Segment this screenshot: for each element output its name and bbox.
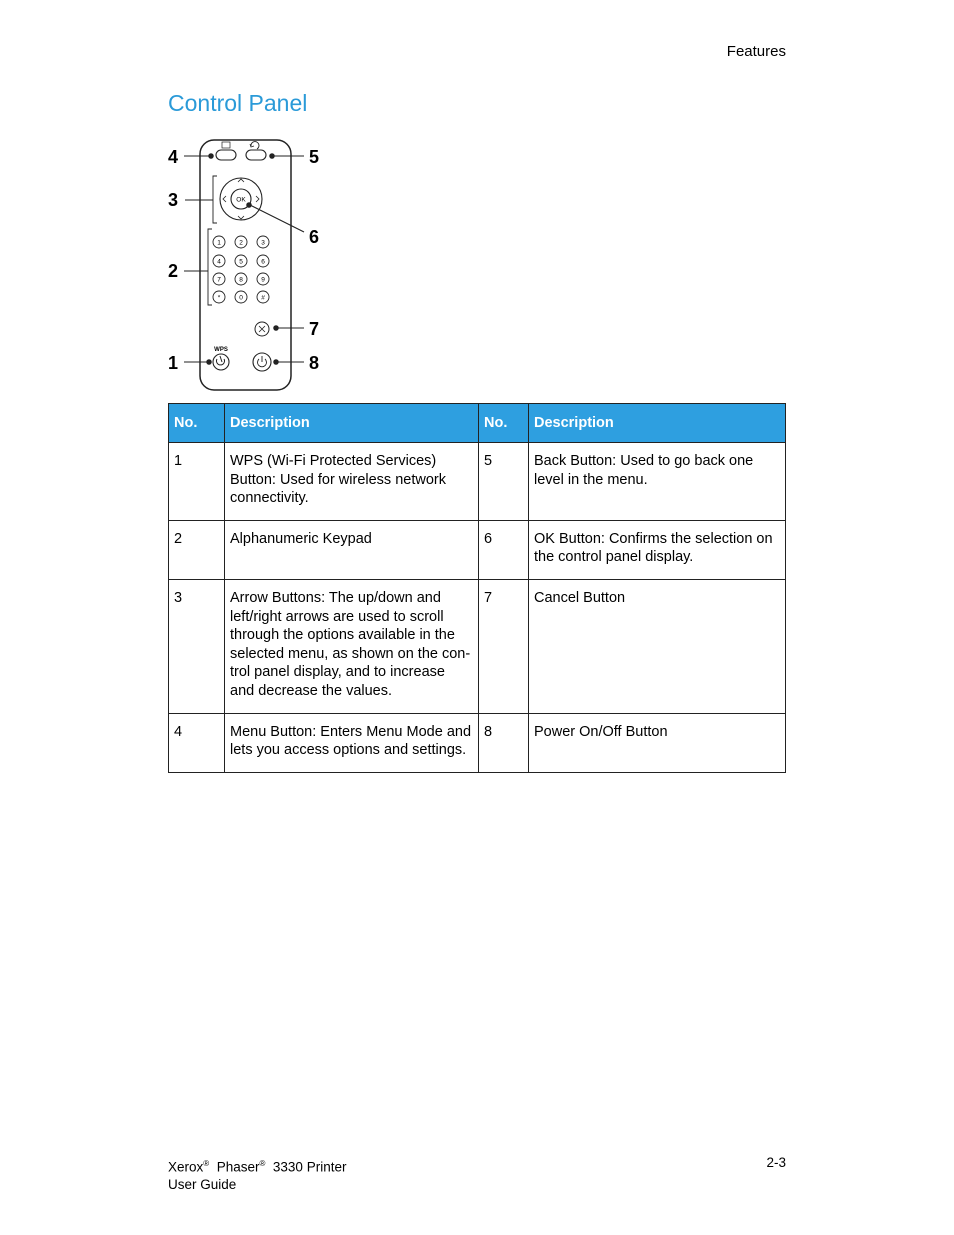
header-no-1: No.	[169, 404, 225, 443]
row-no: 6	[479, 520, 529, 579]
callout-3: 3	[168, 190, 179, 210]
key-hash-label: #	[261, 294, 265, 302]
row-description: Back Button: Used to go back one level in the menu.	[529, 443, 786, 521]
table-header-row	[169, 404, 786, 443]
footer-product-line	[168, 1155, 346, 1176]
key-0-label: 0	[239, 294, 243, 302]
key-1-label: 1	[217, 239, 221, 247]
footer-product	[168, 1155, 346, 1193]
row-no: 4	[169, 713, 225, 772]
ok-button-label: OK	[236, 196, 246, 204]
callout-5: 5	[309, 147, 320, 167]
row-description: Cancel Button	[529, 579, 786, 713]
row-description: OK Button: Confirms the selection on the control panel display.	[529, 520, 786, 579]
row-description: WPS (Wi-Fi Protected Services) Button: Used for wireless network connectivity.	[225, 443, 479, 521]
header-no-2: No.	[479, 404, 529, 443]
header-description-2: Description	[529, 404, 786, 443]
footer-guide: User Guide	[168, 1176, 237, 1192]
callout-4: 4	[168, 147, 179, 167]
table-row	[169, 520, 786, 579]
page-header-section: Features	[726, 43, 786, 60]
back-button	[246, 150, 266, 160]
control-panel-table	[168, 403, 786, 773]
footer-reg-mark: ®	[203, 1159, 210, 1168]
callout-2: 2	[168, 261, 179, 281]
row-no: 2	[169, 520, 225, 579]
callout-1: 1	[168, 353, 179, 373]
footer-model: 3330 Printer	[272, 1159, 347, 1175]
header-description-1: Description	[225, 404, 479, 443]
wps-label: WPS	[214, 347, 228, 353]
callout-6: 6	[309, 227, 320, 247]
footer-reg-mark: ®	[259, 1159, 266, 1168]
row-no: 1	[169, 443, 225, 521]
row-description: Alphanumeric Keypad	[225, 520, 479, 579]
row-description: Arrow Buttons: The up/down and left/right arrows are used to scroll through the options available in the selected menu, as shown on the con-trol panel display, and to increase and decrease the values.	[225, 579, 479, 713]
key-4-label: 4	[217, 258, 221, 266]
table-row	[169, 579, 786, 713]
control-panel-diagram	[160, 135, 335, 395]
table-row	[169, 443, 786, 521]
row-no: 5	[479, 443, 529, 521]
row-description: Power On/Off Button	[529, 713, 786, 772]
key-star-label: *	[217, 294, 221, 302]
wps-button	[213, 354, 229, 370]
callout-8: 8	[309, 353, 320, 373]
key-5-label: 5	[239, 258, 243, 266]
row-no: 8	[479, 713, 529, 772]
footer-page-number: 2-3	[766, 1155, 786, 1170]
footer-brand: Xerox	[168, 1159, 204, 1175]
key-8-label: 8	[239, 276, 243, 284]
key-2-label: 2	[239, 239, 243, 247]
key-6-label: 6	[261, 258, 265, 266]
footer-product-name: Phaser	[216, 1159, 260, 1175]
key-3-label: 3	[261, 239, 265, 247]
key-7-label: 7	[217, 276, 221, 284]
menu-button	[216, 150, 236, 160]
key-9-label: 9	[261, 276, 265, 284]
table-row	[169, 713, 786, 772]
callout-7: 7	[309, 319, 320, 339]
row-description: Menu Button: Enters Menu Mode and lets you access options and settings.	[225, 713, 479, 772]
row-no: 7	[479, 579, 529, 713]
page-title: Control Panel	[168, 90, 308, 116]
row-no: 3	[169, 579, 225, 713]
